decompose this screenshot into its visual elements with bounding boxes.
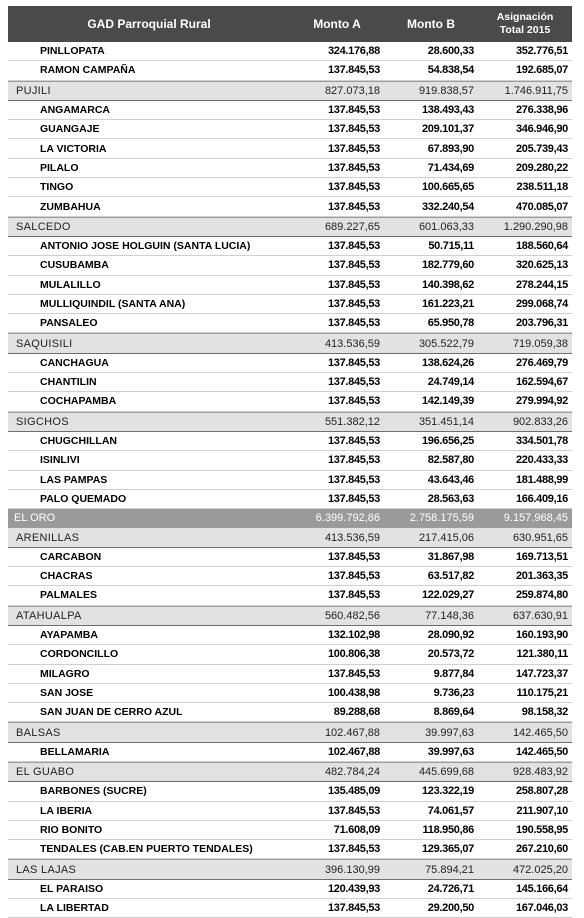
row-name: RIO BONITO bbox=[40, 824, 103, 837]
row-monto-a: 413.536,59 bbox=[324, 337, 380, 350]
row-monto-b: 919.838,57 bbox=[418, 84, 474, 97]
row-monto-b: 138.624,26 bbox=[421, 356, 474, 369]
row-monto-b: 54.838,54 bbox=[427, 64, 474, 77]
row-name: TINGO bbox=[40, 181, 74, 194]
canton-row bbox=[8, 333, 572, 353]
row-monto-a: 137.845,53 bbox=[327, 278, 380, 291]
row-name: MULLIQUINDIL (SANTA ANA) bbox=[40, 298, 186, 310]
table-header bbox=[8, 6, 572, 42]
row-monto-a: 137.845,53 bbox=[327, 454, 380, 467]
parish-row bbox=[8, 197, 572, 216]
row-asignacion-total: 209.280,22 bbox=[515, 161, 568, 174]
row-asignacion-total: 346.946,90 bbox=[515, 123, 568, 136]
parish-row bbox=[8, 743, 572, 762]
row-asignacion-total: 190.558,95 bbox=[515, 824, 568, 837]
row-monto-b: 122.029,27 bbox=[421, 589, 474, 602]
row-monto-a: 551.382,12 bbox=[324, 415, 380, 428]
row-monto-b: 2.758.175,59 bbox=[409, 512, 474, 525]
header-asignacion-line2: Total 2015 bbox=[499, 24, 551, 36]
row-monto-b: 138.493,43 bbox=[421, 104, 474, 117]
parish-row bbox=[8, 432, 572, 451]
row-asignacion-total: 276.469,79 bbox=[515, 356, 568, 369]
row-monto-a: 137.845,53 bbox=[327, 473, 380, 486]
row-monto-b: 118.950,86 bbox=[422, 824, 474, 837]
parish-row bbox=[8, 139, 572, 158]
row-monto-b: 182.779,60 bbox=[421, 259, 474, 272]
header-gad-parroquial: GAD Parroquial Rural bbox=[87, 17, 211, 31]
province-row bbox=[8, 509, 572, 527]
row-asignacion-total: 167.046,03 bbox=[515, 902, 568, 915]
row-monto-a: 135.485,09 bbox=[327, 785, 380, 798]
row-monto-b: 8.869,64 bbox=[433, 706, 474, 719]
row-monto-b: 28.563,63 bbox=[427, 492, 474, 505]
row-monto-a: 137.845,53 bbox=[327, 376, 380, 389]
row-name: ANGAMARCA bbox=[40, 104, 110, 117]
row-asignacion-total: 121.380,11 bbox=[516, 648, 568, 661]
parish-row bbox=[8, 586, 572, 605]
row-asignacion-total: 470.085,07 bbox=[515, 200, 568, 213]
row-name: PANSALEO bbox=[40, 317, 98, 330]
parish-row bbox=[8, 354, 572, 373]
row-asignacion-total: 352.776,51 bbox=[515, 45, 568, 58]
row-asignacion-total: 320.625,13 bbox=[515, 259, 568, 272]
row-name: BELLAMARIA bbox=[40, 745, 110, 758]
row-monto-a: 137.845,53 bbox=[327, 142, 380, 155]
canton-row bbox=[8, 762, 572, 782]
row-monto-a: 137.845,53 bbox=[327, 550, 380, 563]
row-name: AYAPAMBA bbox=[40, 629, 98, 642]
row-asignacion-total: 147.723,37 bbox=[515, 667, 568, 680]
row-monto-a: 137.845,53 bbox=[327, 104, 380, 117]
row-monto-a: 137.845,53 bbox=[327, 64, 380, 77]
row-asignacion-total: 145.166,64 bbox=[515, 882, 568, 895]
row-monto-b: 129.365,07 bbox=[421, 843, 474, 856]
parish-row bbox=[8, 645, 572, 664]
row-monto-a: 324.176,88 bbox=[327, 45, 380, 58]
row-name: LAS LAJAS bbox=[16, 863, 77, 876]
row-name: CHANTILIN bbox=[40, 376, 97, 389]
row-monto-a: 137.845,53 bbox=[327, 395, 380, 408]
row-monto-b: 332.240,54 bbox=[421, 200, 474, 213]
row-asignacion-total: 188.560,64 bbox=[515, 240, 568, 253]
row-asignacion-total: 279.994,92 bbox=[515, 395, 568, 408]
row-monto-b: 28.090,92 bbox=[427, 629, 474, 642]
row-name: MILAGRO bbox=[40, 667, 90, 680]
row-name: ARENILLAS bbox=[16, 531, 80, 544]
parish-row bbox=[8, 684, 572, 703]
row-asignacion-total: 267.210,60 bbox=[515, 843, 568, 856]
row-monto-a: 102.467,88 bbox=[324, 726, 380, 739]
row-monto-b: 140.398,62 bbox=[421, 278, 474, 291]
row-name: ATAHUALPA bbox=[16, 609, 82, 622]
parish-row bbox=[8, 490, 572, 509]
row-name: ZUMBAHUA bbox=[40, 200, 101, 213]
parish-row bbox=[8, 178, 572, 197]
row-asignacion-total: 201.363,35 bbox=[515, 570, 568, 583]
row-name: PUJILI bbox=[16, 84, 51, 97]
row-monto-b: 196.656,25 bbox=[421, 435, 474, 448]
row-monto-b: 39.997,63 bbox=[425, 726, 474, 739]
row-asignacion-total: 9.157.968,45 bbox=[503, 512, 568, 525]
parish-row bbox=[8, 42, 572, 61]
row-name: CANCHAGUA bbox=[40, 356, 109, 369]
row-asignacion-total: 169.713,51 bbox=[515, 550, 568, 563]
row-asignacion-total: 630.951,65 bbox=[512, 531, 568, 544]
row-monto-b: 9.736,23 bbox=[433, 686, 474, 699]
row-monto-b: 142.149,39 bbox=[421, 395, 474, 408]
row-monto-b: 82.587,80 bbox=[427, 454, 474, 467]
canton-row bbox=[8, 606, 572, 626]
parish-row bbox=[8, 159, 572, 178]
row-asignacion-total: 211.907,10 bbox=[516, 804, 568, 817]
row-asignacion-total: 637.630,91 bbox=[512, 609, 568, 622]
row-monto-a: 137.845,53 bbox=[327, 667, 380, 680]
row-name: ANTONIO JOSE HOLGUIN (SANTA LUCIA) bbox=[40, 240, 251, 253]
row-monto-a: 71.608,09 bbox=[333, 824, 380, 837]
row-asignacion-total: 166.409,16 bbox=[515, 492, 568, 505]
row-asignacion-total: 259.874,80 bbox=[515, 589, 568, 602]
row-asignacion-total: 110.175,21 bbox=[516, 686, 568, 699]
row-name: EL GUABO bbox=[16, 766, 75, 779]
row-asignacion-total: 334.501,78 bbox=[515, 435, 568, 448]
canton-row bbox=[8, 81, 572, 101]
parish-row bbox=[8, 120, 572, 139]
row-name: BARBONES (SUCRE) bbox=[40, 785, 147, 798]
row-name: COCHAPAMBA bbox=[40, 395, 117, 408]
row-monto-b: 100.665,65 bbox=[421, 181, 474, 194]
row-name: LA IBERIA bbox=[40, 804, 93, 817]
row-monto-a: 137.845,53 bbox=[327, 317, 380, 330]
row-name: SALCEDO bbox=[16, 220, 71, 233]
allocation-table bbox=[8, 6, 572, 918]
row-monto-b: 445.699,68 bbox=[418, 766, 474, 779]
row-monto-a: 689.227,65 bbox=[324, 220, 380, 233]
row-monto-b: 43.643,46 bbox=[427, 473, 474, 486]
table-body bbox=[8, 42, 572, 918]
row-monto-a: 137.845,53 bbox=[327, 843, 380, 856]
row-monto-a: 827.073,18 bbox=[324, 84, 380, 97]
parish-row bbox=[8, 101, 572, 120]
row-monto-a: 137.845,53 bbox=[327, 492, 380, 505]
row-asignacion-total: 1.290.290,98 bbox=[503, 220, 568, 233]
row-monto-a: 137.845,53 bbox=[327, 161, 380, 174]
row-monto-b: 305.522,79 bbox=[418, 337, 474, 350]
row-asignacion-total: 162.594,67 bbox=[515, 376, 568, 389]
parish-row bbox=[8, 703, 572, 722]
row-asignacion-total: 258.807,28 bbox=[515, 785, 568, 798]
row-monto-a: 413.536,59 bbox=[324, 531, 380, 544]
row-asignacion-total: 98.158,32 bbox=[521, 706, 568, 719]
row-name: SIGCHOS bbox=[16, 415, 69, 428]
row-name: PALO QUEMADO bbox=[40, 492, 127, 505]
row-monto-a: 137.845,53 bbox=[327, 435, 380, 448]
row-name: SAN JOSE bbox=[40, 686, 94, 699]
row-monto-b: 20.573,72 bbox=[427, 648, 474, 661]
parish-row bbox=[8, 840, 572, 859]
row-asignacion-total: 192.685,07 bbox=[515, 64, 568, 77]
row-name: PINLLOPATA bbox=[40, 45, 105, 58]
row-asignacion-total: 205.739,43 bbox=[515, 142, 568, 155]
row-name: CARCABON bbox=[40, 550, 102, 563]
row-monto-b: 71.434,69 bbox=[427, 161, 474, 174]
row-asignacion-total: 181.488,99 bbox=[515, 473, 568, 486]
header-monto-a: Monto A bbox=[313, 17, 361, 31]
row-monto-b: 74.061,57 bbox=[427, 804, 474, 817]
row-monto-b: 9.877,84 bbox=[433, 667, 474, 680]
canton-row bbox=[8, 217, 572, 237]
parish-row bbox=[8, 451, 572, 470]
row-monto-b: 31.867,98 bbox=[427, 550, 474, 563]
row-asignacion-total: 160.193,90 bbox=[515, 629, 568, 642]
parish-row bbox=[8, 392, 572, 411]
row-name: ISINLIVI bbox=[40, 454, 80, 467]
row-monto-b: 217.415,06 bbox=[418, 531, 474, 544]
row-monto-b: 77.148,36 bbox=[425, 609, 474, 622]
row-asignacion-total: 142.465,50 bbox=[512, 726, 568, 739]
row-monto-b: 161.223,21 bbox=[421, 298, 474, 310]
header-asignacion-total bbox=[478, 11, 572, 37]
row-name: SAQUISILI bbox=[16, 337, 73, 350]
row-monto-a: 137.845,53 bbox=[327, 589, 380, 602]
row-asignacion-total: 142.465,50 bbox=[515, 745, 568, 758]
parish-row bbox=[8, 295, 572, 314]
row-name: RAMON CAMPAÑA bbox=[40, 64, 136, 77]
parish-row bbox=[8, 548, 572, 567]
row-asignacion-total: 928.483,92 bbox=[512, 766, 568, 779]
row-monto-a: 137.845,53 bbox=[327, 902, 380, 915]
row-name: SAN JUAN DE CERRO AZUL bbox=[40, 706, 183, 719]
row-name: PALMALES bbox=[40, 589, 97, 602]
parish-row bbox=[8, 665, 572, 684]
row-monto-b: 50.715,11 bbox=[428, 240, 474, 253]
row-name: CHUGCHILLAN bbox=[40, 435, 117, 448]
parish-row bbox=[8, 626, 572, 645]
row-name: LA VICTORIA bbox=[40, 142, 107, 155]
row-monto-a: 137.845,53 bbox=[327, 181, 380, 194]
parish-row bbox=[8, 237, 572, 256]
row-asignacion-total: 220.433,33 bbox=[515, 454, 568, 467]
row-monto-b: 123.322,19 bbox=[421, 785, 474, 798]
row-asignacion-total: 1.746.911,75 bbox=[504, 84, 568, 97]
row-monto-a: 137.845,53 bbox=[327, 356, 380, 369]
parish-row bbox=[8, 314, 572, 333]
row-asignacion-total: 238.511,18 bbox=[516, 181, 568, 194]
row-monto-b: 65.950,78 bbox=[427, 317, 474, 330]
row-monto-a: 137.845,53 bbox=[327, 804, 380, 817]
row-name: CUSUBAMBA bbox=[40, 259, 109, 272]
parish-row bbox=[8, 821, 572, 840]
header-monto-b: Monto B bbox=[407, 17, 455, 31]
row-monto-a: 137.845,53 bbox=[327, 123, 380, 136]
parish-row bbox=[8, 471, 572, 490]
row-name: PILALO bbox=[40, 161, 79, 174]
row-monto-a: 100.438,98 bbox=[327, 686, 380, 699]
parish-row bbox=[8, 880, 572, 899]
row-asignacion-total: 276.338,96 bbox=[515, 104, 568, 117]
row-monto-b: 351.451,14 bbox=[418, 415, 474, 428]
header-asignacion-line1: Asignación bbox=[496, 11, 554, 23]
row-monto-b: 28.600,33 bbox=[427, 45, 474, 58]
row-monto-a: 482.784,24 bbox=[324, 766, 380, 779]
row-asignacion-total: 299.068,74 bbox=[515, 298, 568, 310]
canton-row bbox=[8, 412, 572, 432]
row-name: LA LIBERTAD bbox=[40, 902, 109, 915]
row-monto-b: 29.200,50 bbox=[427, 902, 474, 915]
row-monto-a: 102.467,88 bbox=[327, 745, 380, 758]
row-monto-a: 120.439,93 bbox=[327, 882, 380, 895]
canton-row bbox=[8, 527, 572, 547]
row-monto-a: 396.130,99 bbox=[324, 863, 380, 876]
row-monto-b: 39.997,63 bbox=[427, 745, 474, 758]
parish-row bbox=[8, 802, 572, 821]
row-asignacion-total: 203.796,31 bbox=[515, 317, 568, 330]
row-name: CHACRAS bbox=[40, 570, 93, 583]
parish-row bbox=[8, 373, 572, 392]
row-monto-a: 137.845,53 bbox=[327, 240, 380, 253]
row-monto-b: 24.726,71 bbox=[427, 882, 474, 895]
row-name: CORDONCILLO bbox=[40, 648, 119, 661]
row-monto-b: 67.893,90 bbox=[427, 142, 474, 155]
row-name: LAS PAMPAS bbox=[40, 473, 108, 486]
canton-row bbox=[8, 722, 572, 742]
row-asignacion-total: 719.059,38 bbox=[512, 337, 568, 350]
row-name: MULALILLO bbox=[40, 278, 101, 291]
row-name: TENDALES (CAB.EN PUERTO TENDALES) bbox=[40, 843, 253, 856]
row-name: BALSAS bbox=[16, 726, 61, 739]
row-monto-a: 137.845,53 bbox=[327, 259, 380, 272]
row-monto-a: 137.845,53 bbox=[327, 570, 380, 583]
parish-row bbox=[8, 276, 572, 295]
row-name: EL PARAISO bbox=[40, 882, 104, 895]
parish-row bbox=[8, 782, 572, 801]
row-monto-b: 209.101,37 bbox=[421, 123, 474, 136]
row-monto-a: 89.288,68 bbox=[333, 706, 380, 719]
row-monto-a: 100.806,38 bbox=[327, 648, 380, 661]
row-monto-b: 75.894,21 bbox=[425, 863, 474, 876]
row-monto-b: 601.063,33 bbox=[418, 220, 474, 233]
row-name: GUANGAJE bbox=[40, 123, 100, 136]
row-asignacion-total: 278.244,15 bbox=[515, 278, 568, 291]
parish-row bbox=[8, 256, 572, 275]
row-name: EL ORO bbox=[14, 512, 56, 525]
row-monto-a: 132.102,98 bbox=[327, 629, 380, 642]
row-monto-a: 560.482,56 bbox=[324, 609, 380, 622]
parish-row bbox=[8, 61, 572, 80]
parish-row bbox=[8, 567, 572, 586]
row-monto-b: 63.517,82 bbox=[427, 570, 474, 583]
row-monto-a: 6.399.792,86 bbox=[315, 512, 380, 525]
row-asignacion-total: 472.025,20 bbox=[512, 863, 568, 876]
row-monto-a: 137.845,53 bbox=[327, 200, 380, 213]
parish-row bbox=[8, 899, 572, 918]
canton-row bbox=[8, 859, 572, 879]
row-monto-a: 137.845,53 bbox=[327, 298, 380, 310]
row-asignacion-total: 902.833,26 bbox=[512, 415, 568, 428]
row-monto-b: 24.749,14 bbox=[427, 376, 474, 389]
